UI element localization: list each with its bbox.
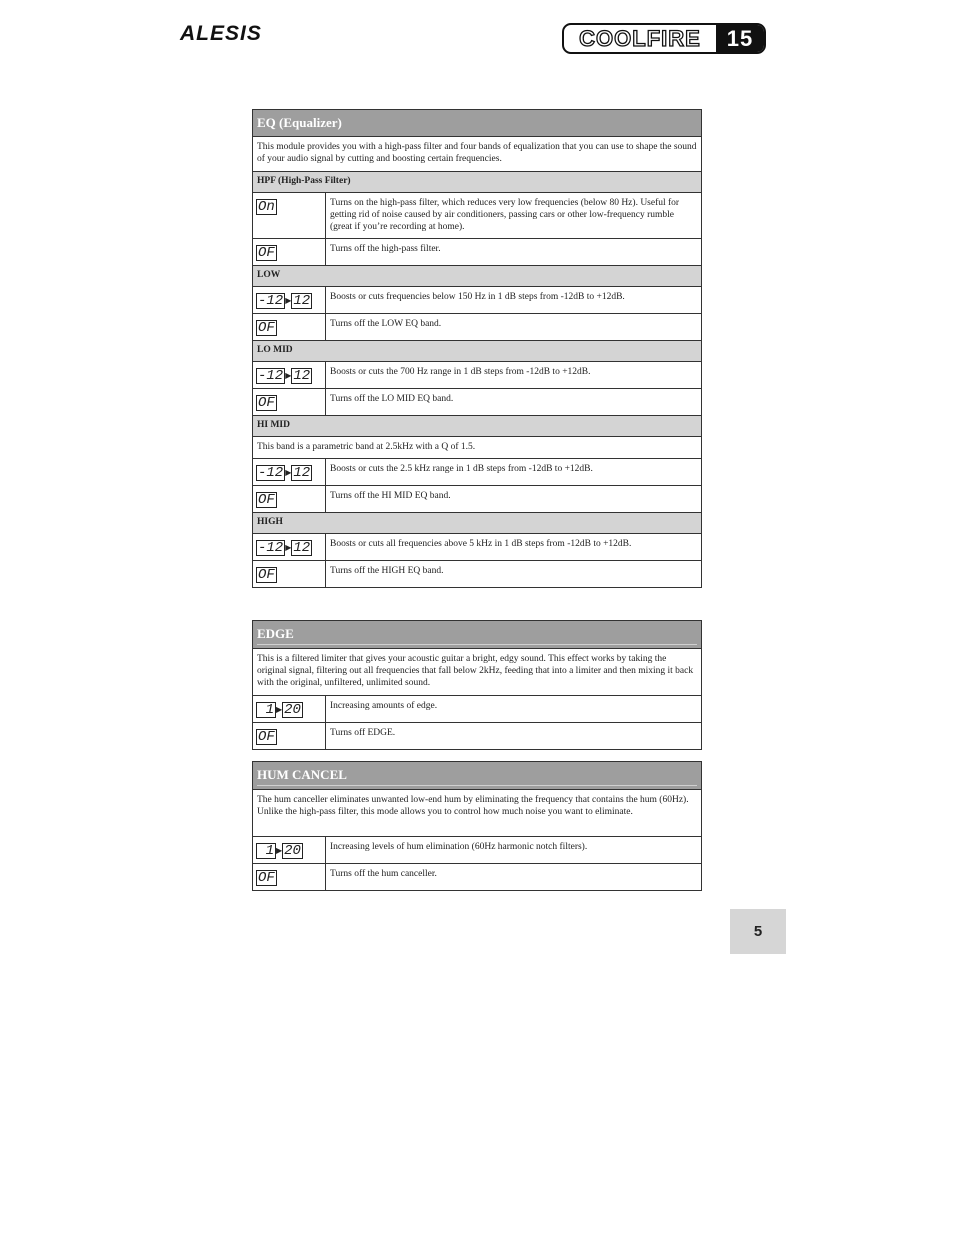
high-off-display-cell — [253, 561, 326, 588]
lomid-off-display-cell — [253, 389, 326, 416]
low-off-desc: Turns off the LOW EQ band. — [326, 314, 702, 341]
lcd-display: OF — [258, 729, 275, 745]
high-title: HIGH — [253, 513, 702, 534]
himid-range-desc: Boosts or cuts the 2.5 kHz range in 1 dB steps from -12dB to +12dB. — [326, 459, 702, 486]
hpf-off-display-cell — [253, 239, 326, 266]
lcd-display: 20 — [284, 843, 301, 859]
hum-off-desc: Turns off the hum canceller. — [326, 864, 702, 891]
high-range-desc: Boosts or cuts all frequencies above 5 kHz in 1 dB steps from -12dB to +12dB. — [326, 534, 702, 561]
edge-intro: This is a filtered limiter that gives your acoustic guitar a bright, edgy sound. This effect works by taking the original signal, filtering out all frequencies that fall below 2kHz, feeding that into a limiter and then mixing it back with the original, unfiltered, unlimited sound. — [253, 649, 702, 696]
coolfire-logo — [562, 23, 766, 54]
edge-range-display-cell — [253, 696, 326, 723]
right-arrow-icon: ▶ — [276, 845, 283, 855]
lcd-display: OF — [258, 245, 275, 261]
low-range-display-cell — [253, 287, 326, 314]
lcd-display: -12 — [258, 368, 284, 384]
lcd-display: OF — [258, 567, 275, 583]
high-off-desc: Turns off the HIGH EQ band. — [326, 561, 702, 588]
right-arrow-icon: ▶ — [285, 467, 292, 477]
himid-range-display-cell — [253, 459, 326, 486]
lcd-display: OF — [258, 870, 275, 886]
hpf-off-desc: Turns off the high-pass filter. — [326, 239, 702, 266]
coolfire-logo-number: 15 — [716, 25, 764, 52]
right-arrow-icon: ▶ — [276, 704, 283, 714]
lcd-display: 12 — [293, 465, 311, 481]
right-arrow-icon: ▶ — [285, 295, 292, 305]
edge-table — [252, 620, 702, 750]
lcd-display: OF — [258, 320, 275, 336]
hpf-on-display-cell — [253, 193, 326, 239]
hum-intro: The hum canceller eliminates unwanted low-end hum by eliminating the frequency that contains the hum (60Hz). Unlike the high-pass filter, this mode allows you to control how much noise you want to eliminate. — [253, 790, 702, 837]
hum-table — [252, 761, 702, 891]
high-range-display-cell — [253, 534, 326, 561]
lcd-display: 1 — [256, 843, 276, 859]
edge-range-desc: Increasing amounts of edge. — [326, 696, 702, 723]
lcd-display: 12 — [293, 540, 311, 556]
low-off-display-cell — [253, 314, 326, 341]
right-arrow-icon: ▶ — [285, 370, 292, 380]
lomid-off-desc: Turns off the LO MID EQ band. — [326, 389, 702, 416]
lcd-display: -12 — [258, 293, 284, 309]
hum-title-cell — [253, 762, 702, 790]
lcd-display: 20 — [284, 702, 301, 718]
coolfire-logo-word: COOLFIRE — [579, 25, 701, 51]
lcd-display: On — [258, 199, 275, 215]
edge-off-display-cell — [253, 723, 326, 750]
page-number: 5 — [730, 909, 786, 954]
edge-off-desc: Turns off EDGE. — [326, 723, 702, 750]
lcd-display: 12 — [293, 293, 311, 309]
lcd-display: OF — [258, 395, 275, 411]
himid-off-desc: Turns off the HI MID EQ band. — [326, 486, 702, 513]
lcd-display: -12 — [258, 465, 284, 481]
hum-range-desc: Increasing levels of hum elimination (60Hz harmonic notch filters). — [326, 837, 702, 864]
edge-title-cell — [253, 621, 702, 649]
eq-intro: This module provides you with a high-pass filter and four bands of equalization that you can use to shape the sound of your audio signal by cutting and boosting certain frequencies. — [253, 137, 702, 172]
himid-title: HI MID — [253, 416, 702, 437]
lcd-display: OF — [258, 492, 275, 508]
hum-title: HUM CANCEL — [257, 767, 697, 786]
hpf-on-desc: Turns on the high-pass filter, which reduces very low frequencies (below 80 Hz). Useful for getting rid of noise caused by air conditioners, passing cars or other low-frequency rumble (great if you’re recording at home). — [326, 193, 702, 239]
edge-title: EDGE — [257, 626, 697, 645]
lcd-display: -12 — [258, 540, 284, 556]
low-range-desc: Boosts or cuts frequencies below 150 Hz in 1 dB steps from -12dB to +12dB. — [326, 287, 702, 314]
hum-range-display-cell — [253, 837, 326, 864]
lomid-title: LO MID — [253, 341, 702, 362]
lomid-range-desc: Boosts or cuts the 700 Hz range in 1 dB steps from -12dB to +12dB. — [326, 362, 702, 389]
lomid-range-display-cell — [253, 362, 326, 389]
lcd-display: 1 — [256, 702, 276, 718]
eq-title: EQ (Equalizer) — [253, 110, 702, 137]
low-title: LOW — [253, 266, 702, 287]
hpf-title: HPF (High-Pass Filter) — [253, 172, 702, 193]
himid-note: This band is a parametric band at 2.5kHz with a Q of 1.5. — [253, 437, 702, 459]
himid-off-display-cell — [253, 486, 326, 513]
alesis-logo: ALESIS — [180, 22, 262, 45]
eq-table — [252, 109, 702, 588]
lcd-display: 12 — [293, 368, 311, 384]
hum-off-display-cell — [253, 864, 326, 891]
right-arrow-icon: ▶ — [285, 542, 292, 552]
